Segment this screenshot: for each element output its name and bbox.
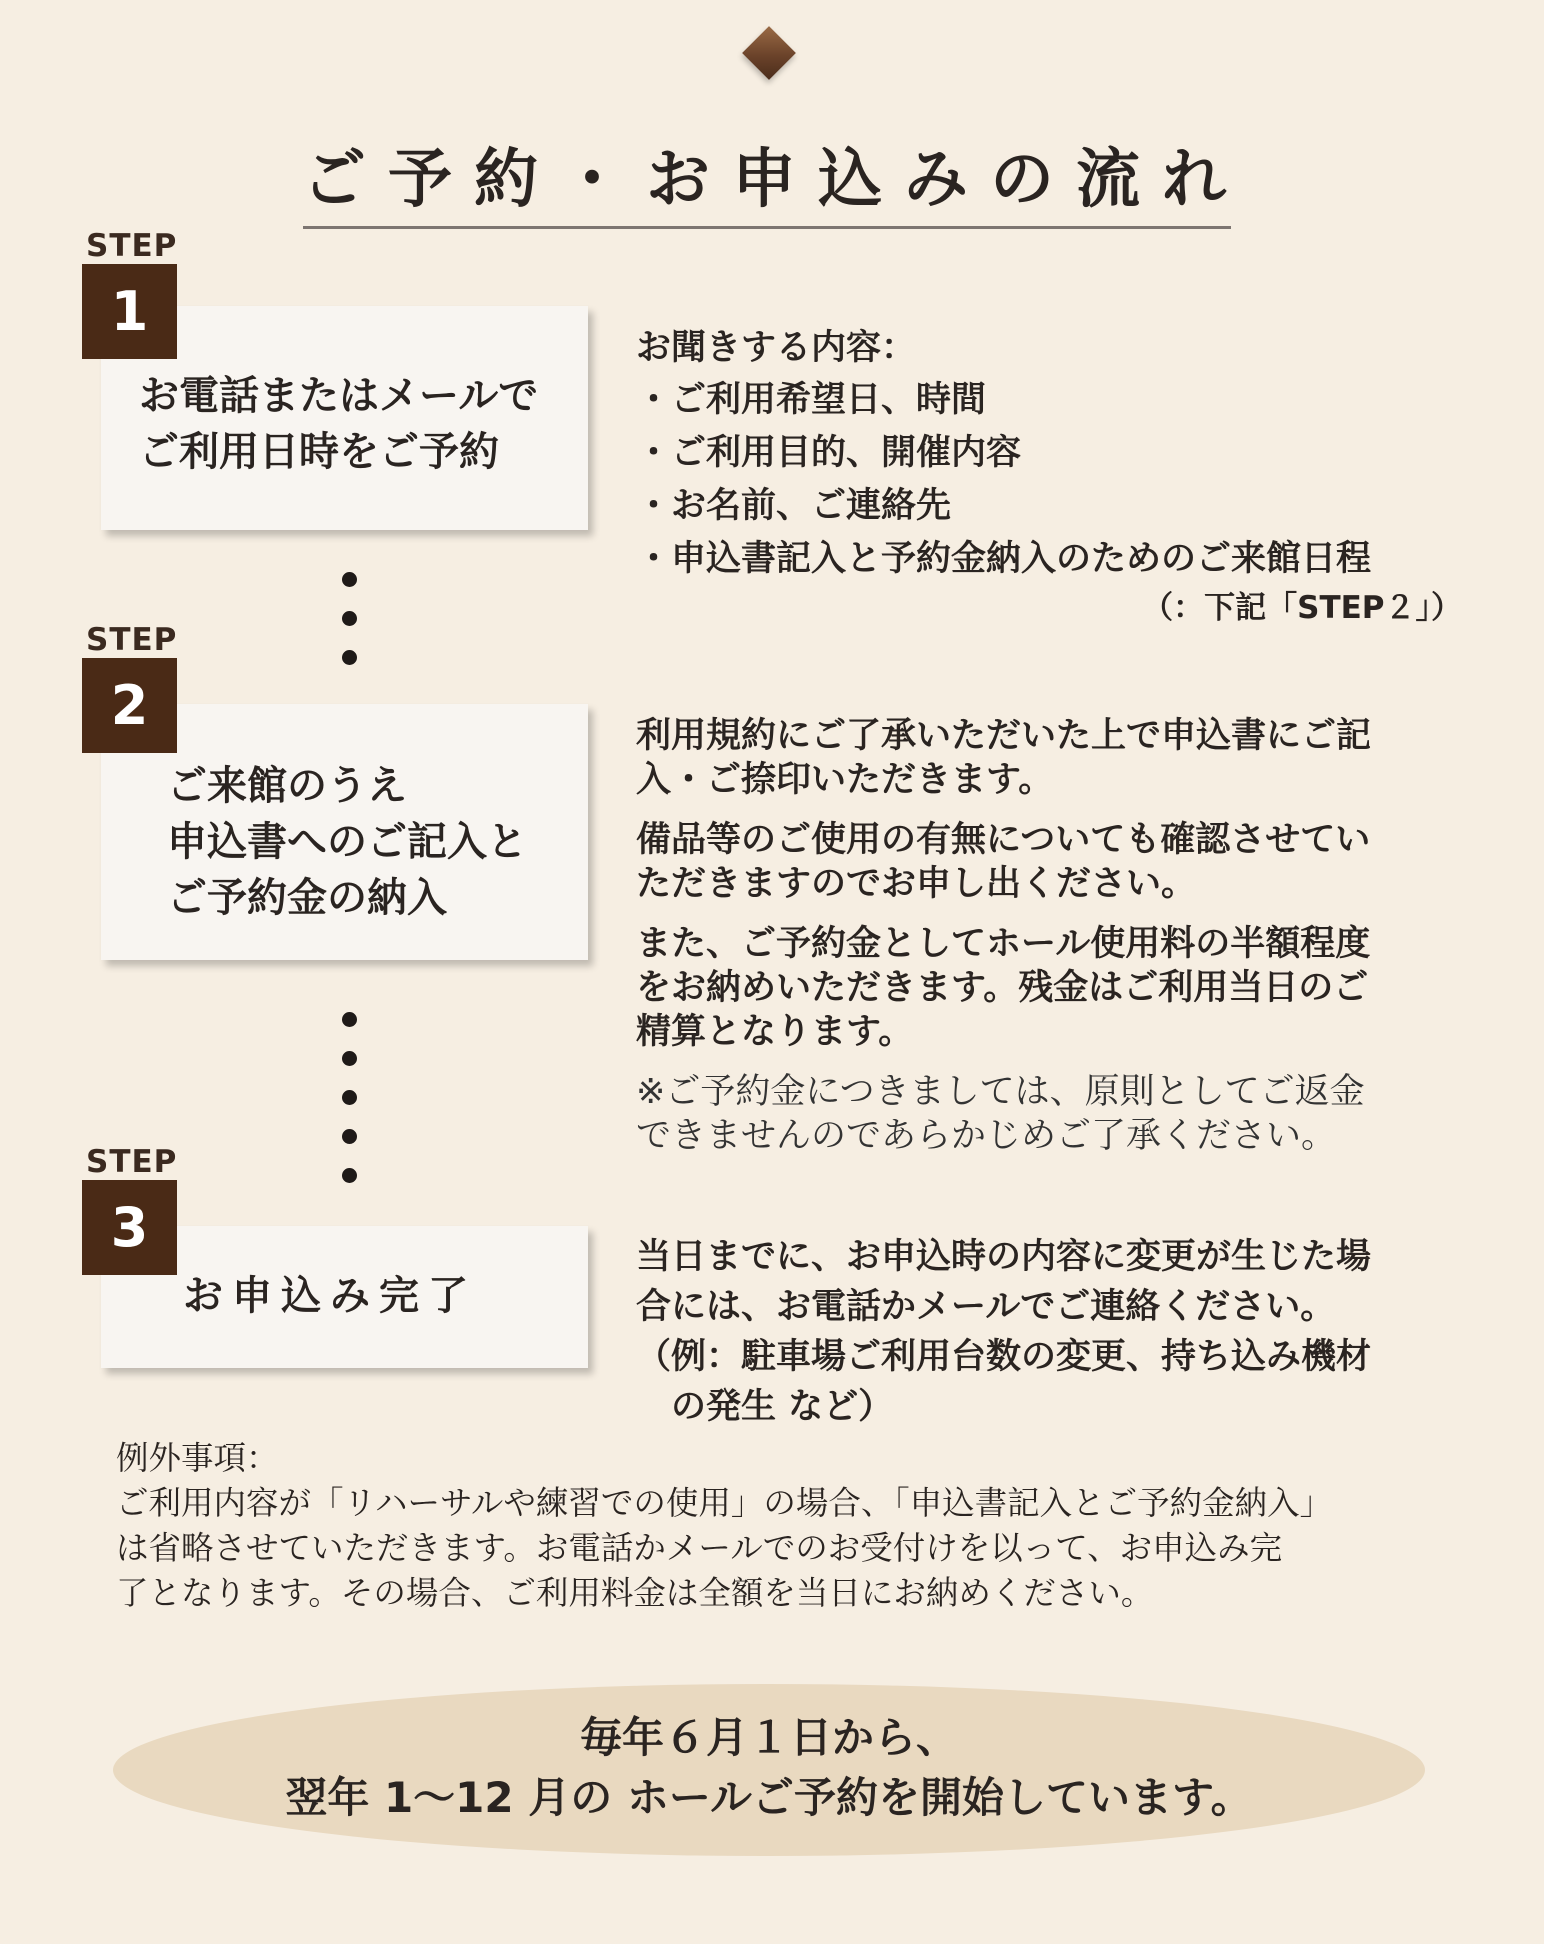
announcement-text: [113, 1708, 1425, 1828]
step-3-label: STEP: [86, 1144, 178, 1180]
connector-dot: [342, 1090, 357, 1105]
connector-dot: [342, 650, 357, 665]
step-1-card-line: ご利用日時をご予約: [139, 429, 499, 475]
exceptions-section: [116, 1436, 1466, 1616]
exceptions-heading: 例外事項：: [116, 1439, 279, 1477]
step-2-label: STEP: [86, 622, 178, 658]
step-1-description: [636, 322, 1466, 630]
step-1-item: ・お名前、ご連絡先: [636, 486, 952, 526]
step-3-line: 合には、お電話かメールでご連絡ください。: [636, 1287, 1336, 1327]
step-2-card-line: ご予約金の納入: [167, 875, 447, 921]
step-1-item: ・ご利用目的、開催内容: [636, 433, 1022, 473]
step-2-paragraph: 利用規約にご了承いただいた上で申込書にご記 入・ご捺印いただきます。: [636, 716, 1372, 800]
announcement-line: 毎年６月１日から、: [579, 1713, 958, 1762]
step-1-label: STEP: [86, 228, 178, 264]
connector-dot: [342, 1051, 357, 1066]
step-1-item: ・申込書記入と予約金納入のためのご来館日程: [636, 539, 1372, 579]
exceptions-line: 了となります。その場合、ご利用料金は全額を当日にお納めください。: [116, 1574, 1154, 1612]
step-3-line: （例：駐車場ご利用台数の変更、持ち込み機材: [636, 1337, 1372, 1377]
step-3-card-line: お申込み完了: [183, 1273, 477, 1319]
step-2-description: [636, 714, 1466, 1158]
step-2-paragraph: 備品等のご使用の有無についても確認させてい ただきますのでお申し出ください。: [636, 820, 1371, 904]
step-3-line: の発生 など）: [636, 1387, 894, 1427]
step-3-description: [636, 1232, 1466, 1432]
step-3-line: 当日までに、お申込時の内容に変更が生じた場: [636, 1237, 1372, 1277]
step-1-item: ・ご利用希望日、時間: [636, 380, 987, 420]
step-1-card-line: お電話またはメールで: [139, 373, 539, 419]
step-2-paragraph: また、ご予約金としてホール使用料の半額程度 をお納めいただきます。残金はご利用当日のご 精算となります。: [636, 924, 1371, 1052]
ornament-diamond-icon: [742, 26, 796, 80]
title-underline: [303, 226, 1231, 229]
step-1-heading: お聞きする内容：: [636, 328, 917, 368]
step-1-number-badge: 1: [82, 264, 177, 359]
step-1-item-note: （：下記「STEP２」）: [1142, 590, 1462, 626]
step-2-card-line: 申込書へのご記入と: [167, 819, 527, 865]
announcement-line: 翌年 1～12 月の ホールご予約を開始しています。: [285, 1773, 1253, 1822]
connector-dot: [342, 1012, 357, 1027]
page-title: ご予約・お申込みの流れ: [302, 143, 1248, 217]
step-2-card-line: ご来館のうえ: [167, 763, 407, 809]
exceptions-line: は省略させていただきます。お電話かメールでのお受付けを以って、お申込み完: [116, 1529, 1283, 1567]
exceptions-line: ご利用内容が「リハーサルや練習での使用」の場合、「申込書記入とご予約金納入」: [116, 1484, 1333, 1522]
connector-dot: [342, 1129, 357, 1144]
connector-dot: [342, 1168, 357, 1183]
step-2-note: ※ご予約金につきましては、原則としてご返金 できませんのであらかじめご了承ください。: [636, 1072, 1365, 1156]
connector-dot: [342, 611, 357, 626]
step-2-number-badge: 2: [82, 658, 177, 753]
connector-dot: [342, 572, 357, 587]
step-3-number-badge: 3: [82, 1180, 177, 1275]
